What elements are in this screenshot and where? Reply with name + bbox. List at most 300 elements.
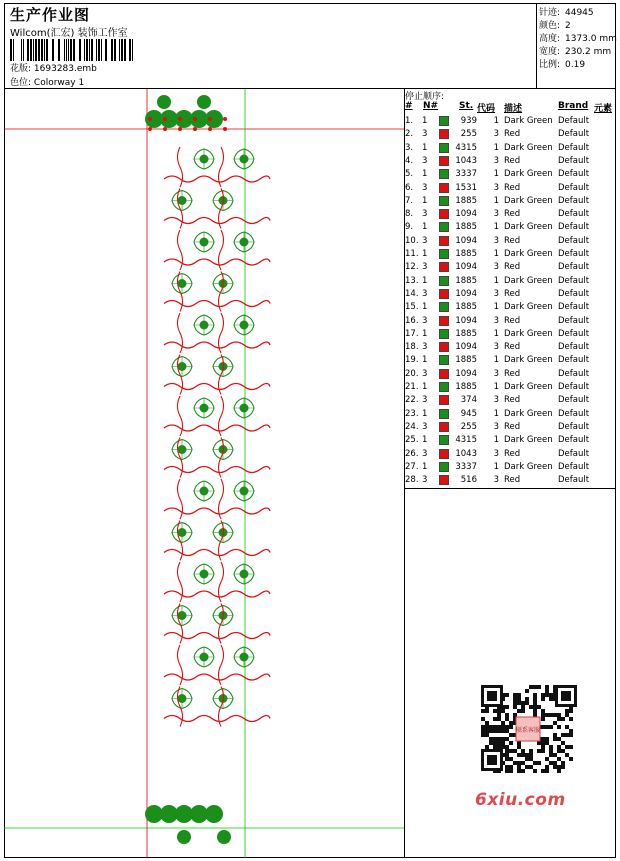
row-code: 3: [493, 475, 499, 486]
barcode-bar: [38, 39, 40, 61]
row-brand: Default: [558, 461, 590, 472]
row-index: 9.: [405, 222, 414, 233]
qr-module: [561, 717, 565, 721]
table-row: [405, 354, 616, 367]
qr-module: [517, 765, 521, 769]
row-index: 24.: [405, 421, 419, 432]
qr-module: [501, 725, 505, 729]
qr-module: [533, 697, 537, 701]
qr-module: [501, 709, 505, 713]
qr-module: [505, 737, 509, 741]
row-code: 3: [493, 235, 499, 246]
table-row: [405, 142, 616, 155]
color-swatch: [439, 276, 449, 286]
qr-module: [549, 693, 553, 697]
qr-module: [505, 745, 509, 749]
row-description: Dark Green: [504, 461, 553, 472]
qr-module: [561, 749, 565, 753]
flower-center: [178, 196, 187, 205]
qr-module: [517, 769, 521, 773]
qr-module: [517, 741, 521, 745]
qr-module: [485, 721, 489, 725]
qr-module: [521, 709, 525, 713]
qr-module: [497, 729, 501, 733]
row-needle: 3: [422, 235, 428, 246]
table-row: [405, 448, 616, 461]
color-swatch: [439, 302, 449, 312]
qr-module: [529, 753, 533, 757]
qr-module: [513, 705, 517, 709]
col-header-needle: N#: [423, 101, 439, 111]
row-brand: Default: [558, 222, 590, 233]
stat-scale: 比例: 0.19: [539, 60, 586, 70]
qr-module: [513, 761, 517, 765]
qr-code: [469, 683, 587, 775]
table-row: [405, 381, 616, 394]
row-code: 1: [493, 328, 499, 339]
row-code: 1: [493, 461, 499, 472]
flower-center: [178, 528, 187, 537]
border-dot: [163, 117, 167, 121]
qr-module: [553, 713, 557, 717]
row-code: 1: [493, 408, 499, 419]
qr-module: [549, 713, 553, 717]
color-swatch: [439, 169, 449, 179]
qr-module: [521, 753, 525, 757]
qr-module: [493, 745, 497, 749]
row-code: 1: [493, 222, 499, 233]
row-code: 3: [493, 342, 499, 353]
qr-module: [545, 685, 549, 689]
row-brand: Default: [558, 408, 590, 419]
qr-module: [481, 709, 485, 713]
row-brand: Default: [558, 448, 590, 459]
row-code: 3: [493, 155, 499, 166]
qr-finder: [561, 691, 571, 701]
row-stitches: 1094: [455, 368, 477, 379]
qr-module: [537, 741, 541, 745]
qr-module: [505, 705, 509, 709]
row-stitches: 1094: [455, 235, 477, 246]
design-file-label: 花版:: [10, 64, 32, 74]
lattice-stitch: [164, 550, 270, 556]
row-stitches: 1885: [455, 195, 477, 206]
qr-module: [549, 761, 553, 765]
row-needle: 1: [422, 408, 428, 419]
row-code: 3: [493, 182, 499, 193]
qr-module: [557, 725, 561, 729]
qr-module: [525, 689, 529, 693]
qr-module: [505, 725, 509, 729]
row-stitches: 1043: [455, 155, 477, 166]
qr-module: [517, 697, 521, 701]
qr-module: [565, 709, 569, 713]
qr-module: [549, 725, 553, 729]
qr-module: [561, 741, 565, 745]
col-header-brand: Brand: [558, 101, 589, 111]
qr-module: [521, 749, 525, 753]
barcode-bar: [86, 39, 88, 61]
row-brand: Default: [558, 116, 590, 126]
row-description: Dark Green: [504, 249, 553, 259]
row-index: 4.: [405, 155, 414, 166]
border-dot: [163, 127, 167, 131]
qr-module: [521, 701, 525, 705]
qr-module: [541, 737, 545, 741]
qr-module: [481, 729, 485, 733]
row-description: Red: [504, 209, 521, 220]
qr-module: [493, 741, 497, 745]
qr-module: [541, 693, 545, 697]
flower-center: [240, 487, 249, 496]
color-swatch: [439, 222, 449, 232]
row-code: 3: [493, 209, 499, 220]
color-swatch: [439, 116, 449, 126]
table-row: [405, 288, 616, 301]
row-index: 6.: [405, 182, 414, 193]
row-description: Dark Green: [504, 195, 553, 206]
barcode-bar: [58, 39, 60, 61]
qr-module: [493, 729, 497, 733]
row-index: 27.: [405, 461, 419, 472]
barcode-bar: [21, 39, 22, 61]
qr-module: [485, 745, 489, 749]
qr-module: [557, 749, 561, 753]
flower-center: [240, 321, 249, 330]
row-description: Red: [504, 475, 521, 486]
color-swatch: [439, 329, 449, 339]
color-swatch: [439, 156, 449, 166]
row-code: 3: [493, 288, 499, 299]
row-code: 3: [493, 262, 499, 273]
qr-module: [561, 765, 565, 769]
qr-module: [517, 761, 521, 765]
row-index: 25.: [405, 435, 419, 446]
flower-center: [178, 694, 187, 703]
qr-module: [569, 757, 573, 761]
qr-module: [557, 713, 561, 717]
table-row: [405, 421, 616, 434]
qr-module: [541, 713, 545, 717]
qr-module: [497, 745, 501, 749]
barcode-bar: [10, 39, 12, 61]
lattice-stitch: [178, 147, 183, 187]
qr-module: [493, 737, 497, 741]
qr-module: [509, 749, 513, 753]
qr-module: [497, 741, 501, 745]
qr-module: [541, 697, 545, 701]
qr-module: [485, 729, 489, 733]
qr-module: [509, 725, 513, 729]
barcode-bar: [105, 39, 107, 61]
border-dot: [223, 117, 227, 121]
table-row: [405, 315, 616, 328]
qr-module: [505, 693, 509, 697]
qr-module: [569, 709, 573, 713]
border-dot: [208, 117, 212, 121]
row-needle: 3: [422, 448, 428, 459]
row-description: Red: [504, 235, 521, 246]
border-dot: [223, 127, 227, 131]
border-scallop: [177, 830, 191, 844]
row-brand: Default: [558, 368, 590, 379]
table-row: [405, 115, 616, 128]
color-swatch: [439, 143, 449, 153]
qr-module: [545, 689, 549, 693]
table-row: [405, 461, 616, 474]
row-stitches: 1094: [455, 262, 477, 273]
qr-finder: [487, 755, 497, 765]
qr-module: [489, 737, 493, 741]
table-row: [405, 261, 616, 274]
border-scallop: [205, 805, 223, 823]
qr-module: [481, 725, 485, 729]
barcode-bar: [52, 39, 54, 61]
qr-module: [497, 717, 501, 721]
lattice-stitch: [178, 313, 183, 353]
barcode-bar: [70, 39, 72, 61]
row-brand: Default: [558, 182, 590, 193]
row-index: 8.: [405, 209, 414, 220]
qr-module: [497, 709, 501, 713]
qr-module: [565, 745, 569, 749]
row-stitches: 1885: [455, 355, 477, 366]
barcode-bar: [121, 39, 123, 61]
row-brand: Default: [558, 435, 590, 446]
qr-module: [505, 713, 509, 717]
qr-module: [565, 753, 569, 757]
row-stitches: 4315: [455, 142, 477, 153]
row-needle: 3: [422, 315, 428, 326]
row-description: Red: [504, 395, 521, 406]
colorway-name: Colorway 1: [33, 78, 85, 88]
barcode: [10, 39, 144, 61]
qr-module: [501, 745, 505, 749]
color-swatch: [439, 209, 449, 219]
border-scallop: [205, 110, 223, 128]
row-brand: Default: [558, 195, 590, 206]
row-index: 18.: [405, 342, 419, 353]
qr-module: [505, 757, 509, 761]
row-index: 1.: [405, 116, 414, 126]
qr-module: [489, 725, 493, 729]
border-dot: [193, 117, 197, 121]
row-brand: Default: [558, 235, 590, 246]
table-row: [405, 434, 616, 447]
qr-module: [541, 741, 545, 745]
qr-module: [561, 761, 565, 765]
flower-center: [240, 570, 249, 579]
row-needle: 3: [422, 475, 428, 486]
row-stitches: 3337: [455, 169, 477, 180]
qr-module: [521, 761, 525, 765]
row-index: 17.: [405, 328, 419, 339]
row-needle: 1: [422, 195, 428, 206]
barcode-bar: [79, 39, 81, 61]
flower-center: [240, 238, 249, 247]
row-index: 14.: [405, 288, 419, 299]
qr-module: [549, 753, 553, 757]
table-row: [405, 221, 616, 234]
table-row: [405, 182, 616, 195]
qr-module: [529, 705, 533, 709]
row-description: Red: [504, 182, 521, 193]
flower-center: [200, 238, 209, 247]
row-stitches: 516: [460, 475, 477, 486]
qr-module: [569, 745, 573, 749]
qr-module: [557, 717, 561, 721]
flower-center: [240, 404, 249, 413]
row-description: Dark Green: [504, 382, 553, 392]
row-stitches: 255: [460, 129, 477, 140]
qr-module: [545, 741, 549, 745]
lattice-stitch: [164, 342, 270, 348]
flower-center: [178, 362, 187, 371]
table-row: [405, 248, 616, 261]
qr-module: [541, 745, 545, 749]
qr-module: [517, 745, 521, 749]
border-dot: [178, 117, 182, 121]
qr-module: [513, 693, 517, 697]
color-swatch: [439, 249, 449, 259]
qr-module: [545, 713, 549, 717]
qr-module: [505, 753, 509, 757]
row-description: Red: [504, 288, 521, 299]
qr-module: [509, 769, 513, 773]
row-stitches: 1094: [455, 288, 477, 299]
qr-module: [545, 693, 549, 697]
barcode-bar: [44, 39, 45, 61]
row-code: 3: [493, 315, 499, 326]
row-index: 19.: [405, 355, 419, 366]
color-swatch: [439, 236, 449, 246]
row-needle: 3: [422, 368, 428, 379]
row-code: 1: [493, 249, 499, 259]
barcode-bar: [41, 39, 43, 61]
row-stitches: 1885: [455, 328, 477, 339]
row-code: 1: [493, 275, 499, 286]
qr-module: [533, 685, 537, 689]
row-code: 3: [493, 368, 499, 379]
flower-center: [240, 155, 249, 164]
qr-module: [529, 749, 533, 753]
qr-module: [497, 713, 501, 717]
table-row: [405, 341, 616, 354]
barcode-bar: [98, 39, 100, 61]
qr-module: [533, 693, 537, 697]
row-brand: Default: [558, 395, 590, 406]
qr-module: [497, 725, 501, 729]
barcode-bar: [119, 39, 120, 61]
row-index: 11.: [405, 249, 419, 259]
barcode-bar: [68, 39, 69, 61]
qr-module: [553, 753, 557, 757]
header-info-panel: [4, 3, 537, 89]
row-needle: 3: [422, 342, 428, 353]
border-dot: [148, 117, 152, 121]
qr-module: [517, 753, 521, 757]
qr-module: [513, 713, 517, 717]
color-swatch: [439, 355, 449, 365]
qr-module: [501, 737, 505, 741]
barcode-bar: [13, 39, 14, 61]
row-needle: 3: [422, 129, 428, 140]
barcode-bar: [124, 39, 126, 61]
row-code: 1: [493, 169, 499, 180]
lattice-stitch: [164, 176, 270, 182]
row-brand: Default: [558, 475, 590, 486]
qr-module: [489, 729, 493, 733]
qr-module: [545, 769, 549, 773]
qr-module: [549, 749, 553, 753]
row-needle: 1: [422, 302, 428, 313]
qr-module: [557, 757, 561, 761]
lattice-stitch: [164, 633, 270, 639]
row-needle: 1: [422, 249, 428, 259]
flower-center: [178, 445, 187, 454]
qr-module: [533, 769, 537, 773]
barcode-bar: [27, 39, 29, 61]
qr-module: [493, 717, 497, 721]
col-header-code: 代码: [477, 104, 496, 114]
row-stitches: 1094: [455, 342, 477, 353]
page-title: 生产作业图: [10, 6, 91, 24]
lattice-stitch: [164, 674, 270, 680]
row-code: 1: [493, 116, 499, 126]
qr-module: [537, 705, 541, 709]
color-swatch: [439, 435, 449, 445]
flower-center: [178, 611, 187, 620]
qr-module: [553, 733, 557, 737]
row-brand: Default: [558, 302, 590, 313]
row-needle: 1: [422, 382, 428, 392]
row-code: 1: [493, 435, 499, 446]
qr-module: [565, 713, 569, 717]
lattice-stitch: [164, 467, 270, 473]
row-index: 20.: [405, 368, 419, 379]
row-needle: 1: [422, 222, 428, 233]
row-index: 12.: [405, 262, 419, 273]
lattice-stitch: [164, 508, 270, 514]
row-code: 3: [493, 129, 499, 140]
color-swatch: [439, 129, 449, 139]
design-file-line: [10, 61, 97, 74]
col-header-stitches: St.: [459, 101, 474, 111]
color-swatch: [439, 462, 449, 472]
row-needle: 1: [422, 169, 428, 180]
border-scallop: [217, 830, 231, 844]
qr-module: [525, 697, 529, 701]
flower-center: [240, 653, 249, 662]
row-needle: 1: [422, 328, 428, 339]
table-row: [405, 128, 616, 141]
color-swatch: [439, 422, 449, 432]
row-needle: 1: [422, 116, 428, 126]
design-file-name: 1693283.emb: [33, 64, 97, 74]
color-swatch: [439, 382, 449, 392]
barcode-bar: [66, 39, 67, 61]
qr-finder: [487, 691, 497, 701]
table-row: [405, 368, 616, 381]
row-index: 13.: [405, 275, 419, 286]
qr-module: [533, 709, 537, 713]
qr-module: [553, 737, 557, 741]
row-needle: 1: [422, 142, 428, 153]
lattice-stitch: [164, 218, 270, 224]
row-index: 23.: [405, 408, 419, 419]
qr-module: [553, 765, 557, 769]
qr-module: [485, 709, 489, 713]
